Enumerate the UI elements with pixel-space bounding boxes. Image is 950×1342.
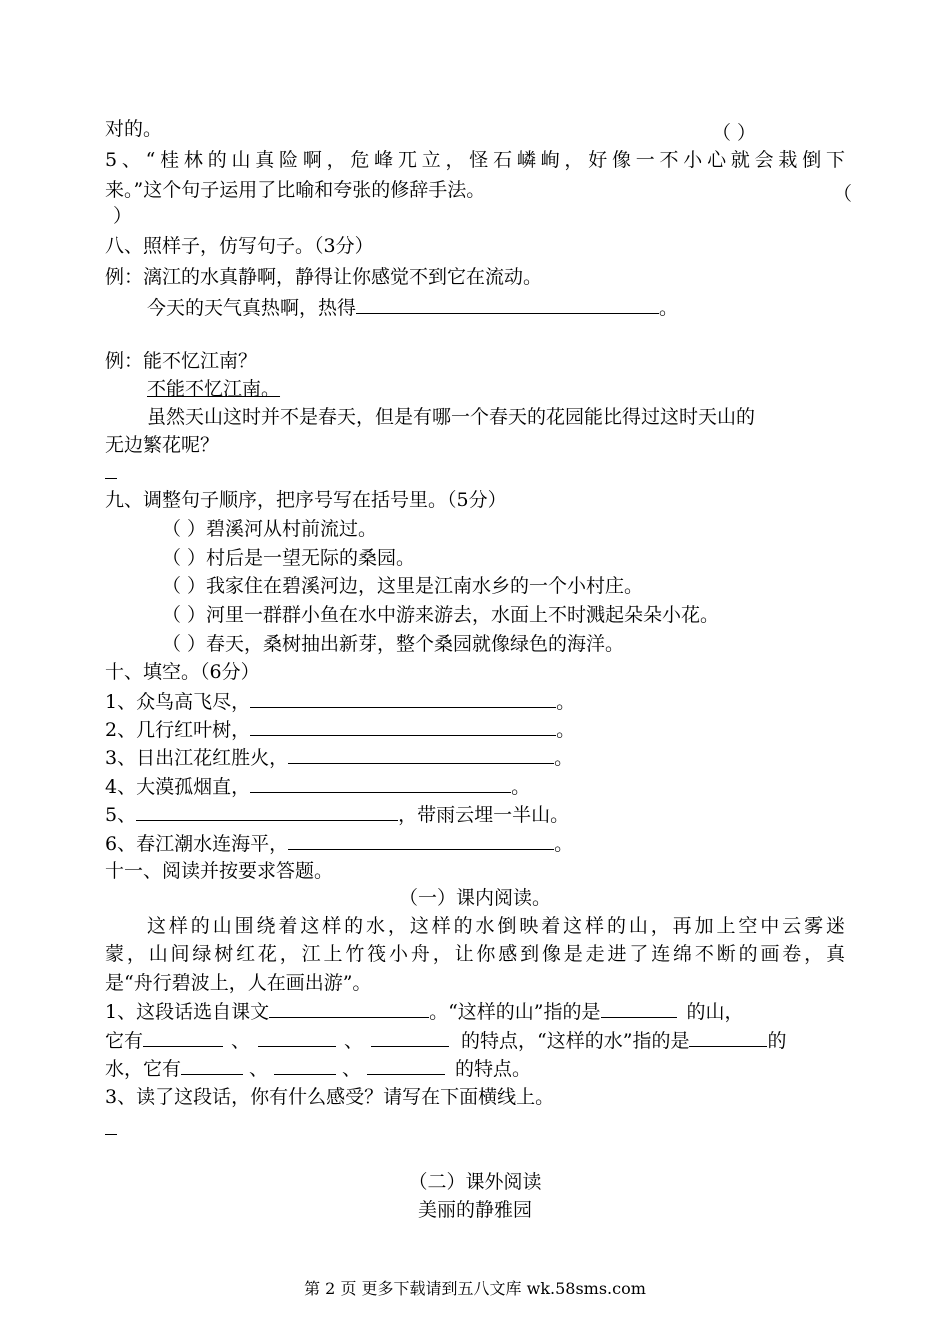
question-text: 的特点，“这样的水”指的是 bbox=[461, 1030, 690, 1052]
answer-blank[interactable] bbox=[250, 718, 556, 736]
example-sentence: 例：能不忆江南？ bbox=[105, 350, 258, 372]
question-text: 4、大漠孤烟直， bbox=[105, 776, 251, 798]
answer-paren: （ ） bbox=[712, 122, 757, 144]
answer-blank[interactable] bbox=[258, 1029, 336, 1047]
question-text: 今天的天气真热啊，热得 bbox=[147, 297, 357, 319]
section-heading: 九、调整句子顺序，把序号写在括号里。（5分） bbox=[105, 489, 507, 511]
section-heading: 八、照样子，仿写句子。（3分） bbox=[105, 235, 374, 257]
subsection-heading: （二）课外阅读 bbox=[408, 1171, 542, 1193]
separator: 、 bbox=[249, 1058, 269, 1080]
answer-blank[interactable] bbox=[105, 478, 117, 479]
passage-line: 这样的山围绕着这样的水，这样的水倒映着这样的山，再加上空中云雾迷 bbox=[147, 915, 845, 937]
answer-blank[interactable] bbox=[181, 1057, 243, 1075]
separator: 、 bbox=[342, 1058, 362, 1080]
answer-blank[interactable] bbox=[356, 296, 659, 314]
page-footer: 第 2 页 更多下载请到五八文库 wk.58sms.com bbox=[304, 1279, 646, 1298]
answer-blank[interactable] bbox=[274, 1057, 336, 1075]
answer-blank[interactable] bbox=[250, 775, 511, 793]
question-line: 3、读了这段话，你有什么感受？请写在下面横线上。 bbox=[105, 1086, 555, 1108]
answer-paren: （ bbox=[833, 183, 853, 205]
question-text: 的特点。 bbox=[455, 1058, 532, 1080]
answer-blank[interactable] bbox=[143, 1029, 223, 1047]
list-item: （ ）碧溪河从村前流过。 bbox=[162, 518, 378, 540]
subsection-heading: （一）课内阅读。 bbox=[398, 887, 551, 909]
answer-blank[interactable] bbox=[288, 746, 554, 764]
answer-blank[interactable] bbox=[250, 690, 556, 708]
question-line: 虽然天山这时并不是春天，但是有哪一个春天的花园能比得过这时天山的 bbox=[147, 406, 756, 428]
question-line bbox=[105, 1000, 744, 1022]
question-line bbox=[105, 1057, 531, 1079]
question-line bbox=[105, 1029, 787, 1051]
answer-blank[interactable] bbox=[601, 1000, 677, 1018]
answer-blank[interactable] bbox=[367, 1057, 445, 1075]
question-line bbox=[147, 296, 678, 318]
period: 。 bbox=[659, 297, 679, 319]
list-item: （ ）河里一群群小鱼在水中游来游去，水面上不时溅起朵朵小花。 bbox=[162, 604, 720, 626]
question-text: 它有 bbox=[105, 1030, 144, 1052]
period: 。 bbox=[556, 719, 576, 741]
text-line: 对的。 bbox=[105, 118, 163, 140]
fill-line bbox=[105, 718, 575, 740]
question-text: 1、众鸟高飞尽， bbox=[105, 691, 251, 713]
fill-line bbox=[105, 803, 569, 825]
answer-blank[interactable] bbox=[288, 832, 554, 850]
separator: 、 bbox=[231, 1030, 251, 1052]
question-line: 无边繁花呢？ bbox=[105, 434, 220, 456]
period: 。 bbox=[511, 776, 531, 798]
period: 。 bbox=[556, 691, 576, 713]
text-line: 来。”这个句子运用了比喻和夸张的修辞手法。 bbox=[105, 179, 486, 201]
question-text: 的 bbox=[767, 1030, 787, 1052]
text-line: 5、“桂林的山真险啊，危峰兀立，怪石嶙峋，好像一不小心就会栽倒下 bbox=[105, 149, 845, 171]
list-item: （ ）我家住在碧溪河边，这里是江南水乡的一个小村庄。 bbox=[162, 575, 644, 597]
passage-line: 是“舟行碧波上，人在画出游”。 bbox=[105, 972, 372, 994]
answer-blank[interactable] bbox=[105, 1134, 117, 1135]
list-item: （ ）春天，桑树抽出新芽，整个桑园就像绿色的海洋。 bbox=[162, 633, 625, 655]
period: 。 bbox=[554, 747, 574, 769]
separator: 、 bbox=[344, 1030, 364, 1052]
fill-line bbox=[105, 775, 530, 797]
example-sentence: 例：漓江的水真静啊，静得让你感觉不到它在流动。 bbox=[105, 266, 543, 288]
example-answer: 不能不忆江南。 bbox=[147, 378, 281, 400]
question-text: 的山， bbox=[686, 1001, 744, 1023]
story-title: 美丽的静雅园 bbox=[417, 1199, 532, 1221]
question-text: 1、这段话选自课文 bbox=[105, 1001, 270, 1023]
list-item: （ ）村后是一望无际的桑园。 bbox=[162, 547, 416, 569]
question-text: 5、 bbox=[105, 804, 137, 826]
question-text: 6、春江潮水连海平， bbox=[105, 833, 289, 855]
question-text: 水，它有 bbox=[105, 1058, 182, 1080]
answer-blank[interactable] bbox=[371, 1029, 449, 1047]
fill-line bbox=[105, 690, 575, 712]
fill-line bbox=[105, 832, 573, 854]
answer-paren: ） bbox=[113, 205, 133, 227]
section-heading: 十一、阅读并按要求答题。 bbox=[105, 860, 334, 882]
question-text: ，带雨云埋一半山。 bbox=[398, 804, 570, 826]
question-text: 。“这样的山”指的是 bbox=[429, 1001, 601, 1023]
answer-blank[interactable] bbox=[689, 1029, 767, 1047]
answer-blank[interactable] bbox=[136, 803, 398, 821]
fill-line bbox=[105, 746, 573, 768]
passage-line: 蒙，山间绿树红花，江上竹筏小舟，让你感到像是走进了连绵不断的画卷，真 bbox=[105, 943, 845, 965]
question-text: 3、日出江花红胜火， bbox=[105, 747, 289, 769]
question-text: 2、几行红叶树， bbox=[105, 719, 251, 741]
answer-blank[interactable] bbox=[269, 1000, 429, 1018]
section-heading: 十、填空。（6分） bbox=[105, 661, 260, 683]
period: 。 bbox=[554, 833, 574, 855]
